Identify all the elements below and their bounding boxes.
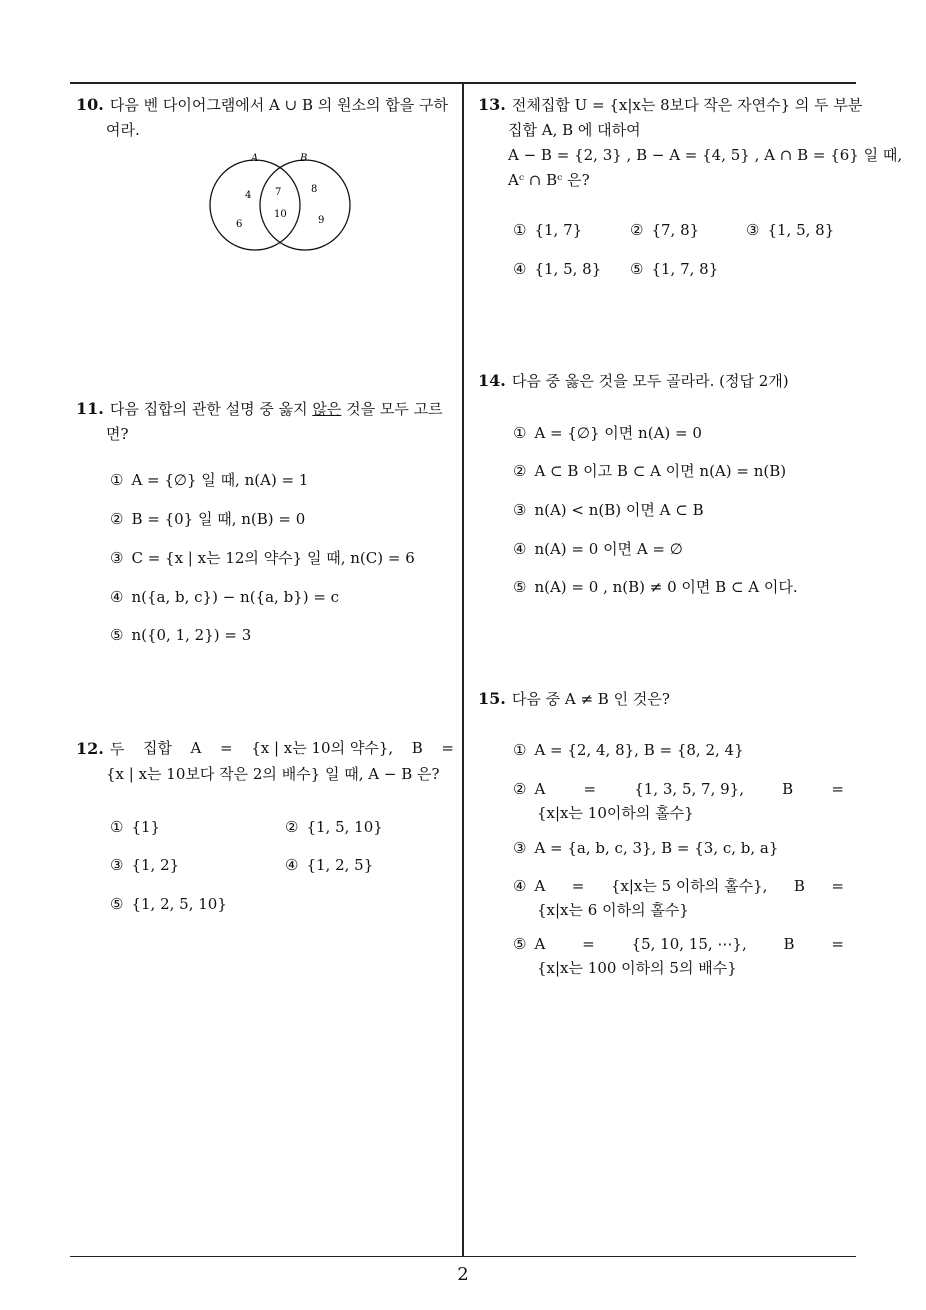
question-text-cont: 여라.	[106, 121, 140, 139]
answer-option[interactable]	[285, 853, 373, 877]
question-14	[478, 368, 856, 394]
answer-option[interactable]	[630, 257, 718, 281]
option-mark: ③	[513, 501, 527, 519]
question-text: =	[220, 739, 233, 757]
option-mark: ③	[110, 549, 124, 567]
option-text: n(A) = 0 이면 A = ∅	[534, 540, 683, 558]
option-mark: ①	[513, 221, 527, 239]
option-mark: ②	[110, 510, 124, 528]
answer-option[interactable]	[513, 498, 704, 522]
question-text-cont: 면?	[106, 425, 129, 443]
option-mark: ①	[513, 424, 527, 442]
venn-b-only-value: 9	[318, 215, 325, 226]
question-text: 다음 집합의 관한 설명 중 옳지	[109, 400, 313, 418]
venn-both-value: 10	[274, 209, 287, 220]
answer-option[interactable]	[513, 459, 786, 483]
option-mark: ⑤	[630, 260, 644, 278]
option-mark: ⑤	[110, 895, 124, 913]
answer-option[interactable]	[513, 575, 798, 599]
answer-option[interactable]	[110, 507, 305, 531]
option-text: =	[831, 780, 844, 798]
option-text: =	[583, 780, 597, 798]
option-text: {5, 10, 15, ⋯},	[631, 935, 747, 953]
answer-option[interactable]	[110, 585, 339, 609]
question-text: A	[190, 739, 202, 757]
answer-option[interactable]	[110, 546, 415, 570]
question-text: 전체집합 U = {x|x는 8보다 작은 자연수} 의 두 부분	[511, 96, 863, 114]
question-text-cont: {x | x는 10보다 작은 2의 배수} 일 때, A − B 은?	[106, 765, 440, 783]
answer-option[interactable]	[630, 218, 699, 242]
option-text: B	[783, 935, 795, 953]
option-mark: ④	[285, 856, 299, 874]
question-text: 다음 중 A ≠ B 인 것은?	[511, 690, 670, 708]
venn-both-value: 7	[275, 187, 282, 198]
option-text: {1, 2, 5}	[306, 856, 374, 874]
option-text: n(A) < n(B) 이면 A ⊂ B	[534, 501, 704, 519]
option-text: B = {0} 일 때, n(B) = 0	[131, 510, 306, 528]
option-text: {1, 2, 5, 10}	[131, 895, 227, 913]
question-12	[76, 736, 454, 787]
question-text: B	[411, 739, 423, 757]
venn-label-a: A	[251, 153, 259, 164]
question-10	[76, 92, 458, 143]
option-text: {1, 5, 8}	[534, 260, 602, 278]
option-text: {1, 7}	[534, 221, 583, 239]
question-15	[478, 686, 856, 712]
answer-option[interactable]	[513, 218, 582, 242]
question-number: 10.	[76, 95, 104, 114]
question-text: {x | x는 10의 약수},	[251, 739, 394, 757]
option-mark: ④	[513, 540, 527, 558]
answer-option[interactable]	[513, 874, 844, 922]
answer-option[interactable]	[513, 537, 683, 561]
option-mark: ①	[110, 471, 124, 489]
question-text: 집합	[142, 739, 172, 757]
answer-option[interactable]	[513, 932, 844, 980]
option-mark: ④	[513, 260, 527, 278]
option-text: =	[831, 935, 844, 953]
answer-option[interactable]	[110, 815, 160, 839]
venn-a-only-value: 6	[236, 219, 243, 230]
option-text-cont: {x|x는 100 이하의 5의 배수}	[537, 959, 737, 977]
option-text: {1, 2}	[131, 856, 180, 874]
answer-option[interactable]	[513, 421, 702, 445]
option-text: A	[534, 935, 546, 953]
answer-option[interactable]	[746, 218, 834, 242]
circle-b	[260, 160, 350, 250]
option-text-cont: {x|x는 6 이하의 홀수}	[537, 901, 689, 919]
option-text: A = {a, b, c, 3}, B = {3, c, b, a}	[534, 839, 779, 857]
venn-label-b: B	[300, 153, 308, 164]
option-text: A	[534, 780, 546, 798]
option-mark: ⑤	[110, 626, 124, 644]
option-mark: ①	[513, 741, 527, 759]
underlined-word: 않은	[312, 400, 342, 418]
question-text: 두	[109, 740, 125, 758]
question-number: 13.	[478, 95, 506, 114]
answer-option[interactable]	[110, 468, 308, 492]
answer-option[interactable]	[513, 777, 844, 825]
answer-option[interactable]	[110, 853, 179, 877]
option-text: {1}	[131, 818, 161, 836]
option-text: {1, 5, 8}	[767, 221, 835, 239]
question-number: 14.	[478, 371, 506, 390]
question-13	[478, 92, 903, 193]
option-text: A = {∅} 일 때, n(A) = 1	[131, 471, 309, 489]
question-text: =	[441, 739, 454, 757]
venn-a-only-value: 4	[245, 190, 252, 201]
option-text: C = {x | x는 12의 약수} 일 때, n(C) = 6	[131, 549, 415, 567]
question-text-cont: 집합 A, B 에 대하여	[508, 121, 641, 139]
option-mark: ②	[513, 780, 527, 798]
option-text: =	[831, 877, 844, 895]
option-text: {1, 5, 10}	[306, 818, 383, 836]
circle-a	[210, 160, 300, 250]
option-text: {1, 7, 8}	[651, 260, 719, 278]
option-text: A = {2, 4, 8}, B = {8, 2, 4}	[534, 741, 744, 759]
option-text: B	[782, 780, 794, 798]
option-text: {x|x는 5 이하의 홀수},	[610, 877, 768, 895]
option-mark: ④	[110, 588, 124, 606]
option-text: n({a, b, c}) − n({a, b}) = c	[131, 588, 340, 606]
option-mark: ②	[630, 221, 644, 239]
option-text: n({0, 1, 2}) = 3	[131, 626, 252, 644]
venn-diagram	[205, 150, 355, 260]
question-11	[76, 396, 458, 447]
option-text: B	[793, 877, 805, 895]
column-divider	[462, 82, 464, 1257]
venn-b-only-value: 8	[311, 184, 318, 195]
answer-option[interactable]	[110, 892, 227, 916]
option-mark: ②	[285, 818, 299, 836]
venn-svg	[205, 150, 355, 260]
bottom-rule	[70, 1256, 856, 1257]
option-text-cont: {x|x는 10이하의 홀수}	[537, 804, 694, 822]
option-mark: ⑤	[513, 935, 527, 953]
option-text: {1, 3, 5, 7, 9},	[634, 780, 744, 798]
option-text: A = {∅} 이면 n(A) = 0	[534, 424, 702, 442]
option-mark: ③	[513, 839, 527, 857]
option-text: {7, 8}	[651, 221, 700, 239]
question-text-cont: Aᶜ ∩ Bᶜ 은?	[508, 171, 590, 189]
question-number: 11.	[76, 399, 104, 418]
page-number: 2	[457, 1264, 469, 1285]
option-mark: ④	[513, 877, 527, 895]
question-text: 다음 중 옳은 것을 모두 골라라. (정답 2개)	[511, 372, 789, 390]
question-text: 다음 벤 다이어그램에서 A ∪ B 의 원소의 합을 구하	[109, 96, 449, 114]
option-text: n(A) = 0 , n(B) ≠ 0 이면 B ⊂ A 이다.	[534, 578, 798, 596]
answer-option[interactable]	[513, 738, 744, 762]
answer-option[interactable]	[110, 623, 251, 647]
option-text: A ⊂ B 이고 B ⊂ A 이면 n(A) = n(B)	[534, 462, 787, 480]
option-text: =	[582, 935, 595, 953]
option-mark: ②	[513, 462, 527, 480]
question-text: 것을 모두 고르	[341, 400, 443, 418]
question-number: 12.	[76, 739, 104, 758]
question-number: 15.	[478, 689, 506, 708]
option-mark: ⑤	[513, 578, 527, 596]
question-text-cont: A − B = {2, 3} , B − A = {4, 5} , A ∩ B = {6} 일 때,	[508, 146, 903, 164]
option-text: A	[534, 877, 546, 895]
option-mark: ③	[110, 856, 124, 874]
option-mark: ①	[110, 818, 124, 836]
answer-option[interactable]	[513, 836, 778, 860]
option-mark: ③	[746, 221, 760, 239]
answer-option[interactable]	[513, 257, 601, 281]
option-text: =	[571, 877, 585, 895]
answer-option[interactable]	[285, 815, 383, 839]
